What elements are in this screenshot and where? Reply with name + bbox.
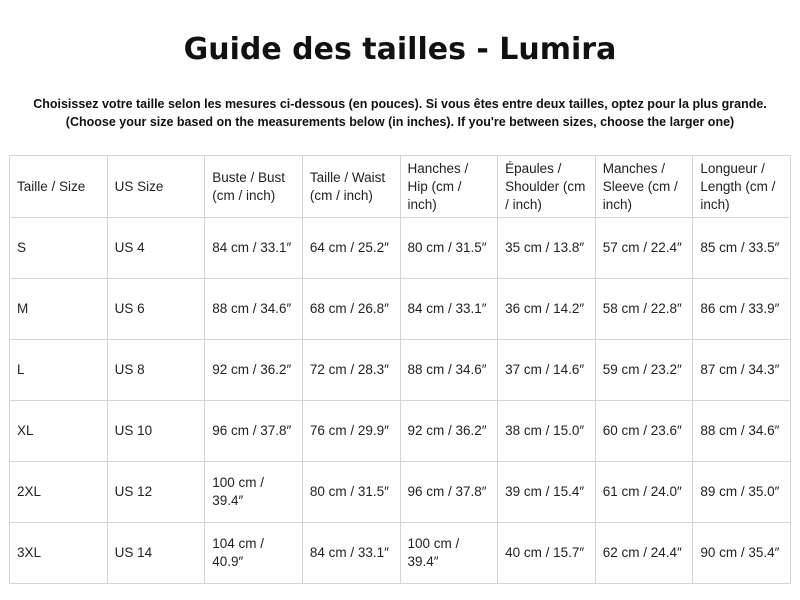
table-header-row: [10, 156, 791, 218]
cell-hip: 80 cm / 31.5″: [400, 218, 498, 279]
cell-us-size: US 8: [107, 340, 205, 401]
cell-us-size: US 10: [107, 401, 205, 462]
table-row: [10, 401, 791, 462]
table-row: [10, 218, 791, 279]
cell-shoulder: 40 cm / 15.7″: [498, 523, 596, 584]
cell-us-size: US 14: [107, 523, 205, 584]
cell-length: 89 cm / 35.0″: [693, 462, 791, 523]
cell-sleeve: 58 cm / 22.8″: [595, 279, 693, 340]
cell-sleeve: 60 cm / 23.6″: [595, 401, 693, 462]
table-row: [10, 279, 791, 340]
cell-us-size: US 12: [107, 462, 205, 523]
table-row: [10, 523, 791, 584]
instructions: [0, 95, 800, 131]
instructions-english: (Choose your size based on the measurements below (in inches). If you're between sizes, choose the larger one): [65, 115, 735, 129]
cell-waist: 84 cm / 33.1″: [302, 523, 400, 584]
header-hip: Hanches / Hip (cm / inch): [400, 156, 498, 218]
page-title: Guide des tailles - Lumira: [183, 32, 617, 67]
cell-bust: 84 cm / 33.1″: [205, 218, 303, 279]
cell-waist: 64 cm / 25.2″: [302, 218, 400, 279]
header-length: Longueur / Length (cm / inch): [693, 156, 791, 218]
cell-bust: 104 cm / 40.9″: [205, 523, 303, 584]
cell-size: 3XL: [10, 523, 108, 584]
cell-length: 90 cm / 35.4″: [693, 523, 791, 584]
cell-shoulder: 36 cm / 14.2″: [498, 279, 596, 340]
cell-size: M: [10, 279, 108, 340]
cell-length: 86 cm / 33.9″: [693, 279, 791, 340]
cell-hip: 84 cm / 33.1″: [400, 279, 498, 340]
cell-waist: 80 cm / 31.5″: [302, 462, 400, 523]
cell-shoulder: 38 cm / 15.0″: [498, 401, 596, 462]
header-shoulder: Épaules / Shoulder (cm / inch): [498, 156, 596, 218]
cell-us-size: US 6: [107, 279, 205, 340]
cell-waist: 72 cm / 28.3″: [302, 340, 400, 401]
header-size: Taille / Size: [10, 156, 108, 218]
header-waist: Taille / Waist (cm / inch): [302, 156, 400, 218]
table-row: [10, 462, 791, 523]
size-chart-table: [9, 155, 791, 584]
header-sleeve: Manches / Sleeve (cm / inch): [595, 156, 693, 218]
cell-shoulder: 37 cm / 14.6″: [498, 340, 596, 401]
cell-bust: 96 cm / 37.8″: [205, 401, 303, 462]
cell-size: 2XL: [10, 462, 108, 523]
cell-sleeve: 57 cm / 22.4″: [595, 218, 693, 279]
table-row: [10, 340, 791, 401]
cell-hip: 96 cm / 37.8″: [400, 462, 498, 523]
cell-us-size: US 4: [107, 218, 205, 279]
cell-bust: 92 cm / 36.2″: [205, 340, 303, 401]
header-bust: Buste / Bust (cm / inch): [205, 156, 303, 218]
cell-sleeve: 62 cm / 24.4″: [595, 523, 693, 584]
cell-sleeve: 61 cm / 24.0″: [595, 462, 693, 523]
cell-hip: 92 cm / 36.2″: [400, 401, 498, 462]
cell-length: 87 cm / 34.3″: [693, 340, 791, 401]
instructions-french: Choisissez votre taille selon les mesures ci-dessous (en pouces). Si vous êtes entre deux tailles, optez pour la plus grande.: [33, 97, 767, 111]
cell-waist: 68 cm / 26.8″: [302, 279, 400, 340]
cell-bust: 100 cm / 39.4″: [205, 462, 303, 523]
cell-size: XL: [10, 401, 108, 462]
cell-hip: 100 cm / 39.4″: [400, 523, 498, 584]
header-us-size: US Size: [107, 156, 205, 218]
cell-size: L: [10, 340, 108, 401]
cell-sleeve: 59 cm / 23.2″: [595, 340, 693, 401]
cell-shoulder: 39 cm / 15.4″: [498, 462, 596, 523]
cell-bust: 88 cm / 34.6″: [205, 279, 303, 340]
cell-size: S: [10, 218, 108, 279]
cell-waist: 76 cm / 29.9″: [302, 401, 400, 462]
cell-length: 88 cm / 34.6″: [693, 401, 791, 462]
cell-shoulder: 35 cm / 13.8″: [498, 218, 596, 279]
cell-hip: 88 cm / 34.6″: [400, 340, 498, 401]
cell-length: 85 cm / 33.5″: [693, 218, 791, 279]
